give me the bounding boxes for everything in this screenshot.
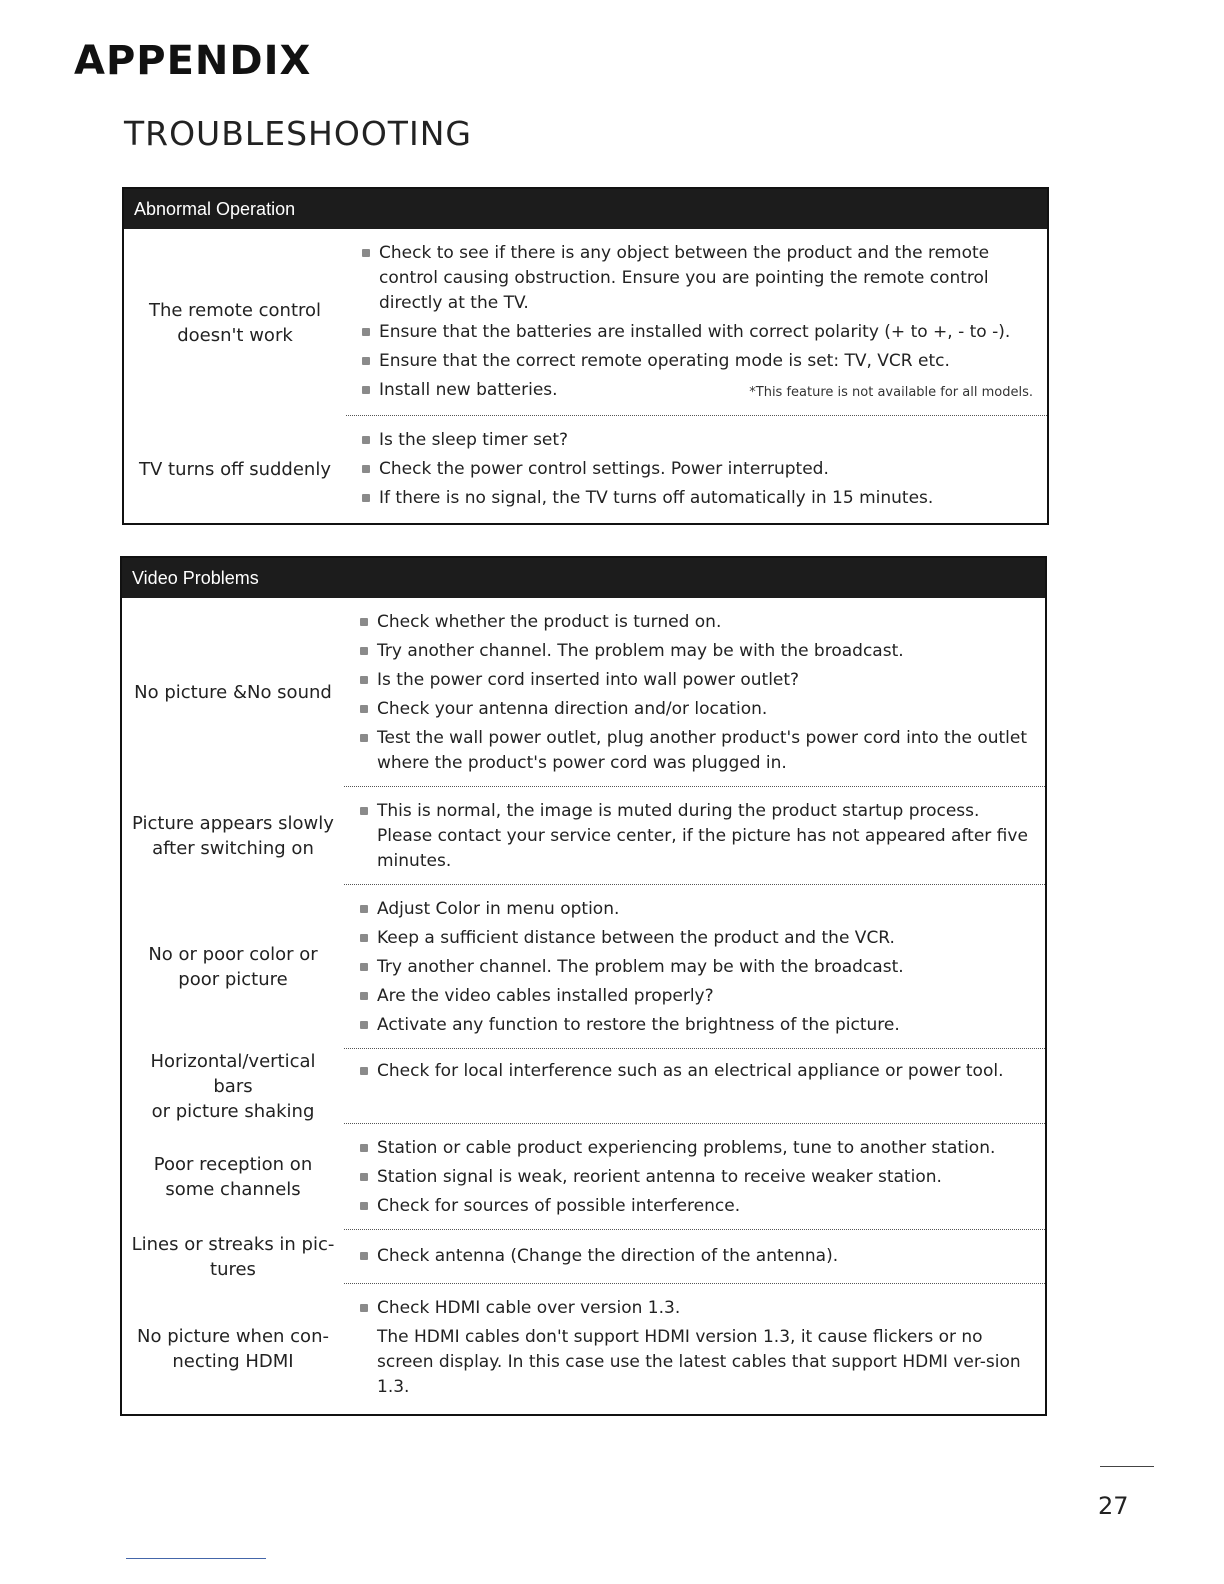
solution-cell (344, 1049, 1045, 1124)
solution-item (360, 668, 1031, 693)
solution-cell (344, 1284, 1045, 1414)
page-header: APPENDIX (74, 38, 312, 84)
solution-item (360, 1194, 1031, 1219)
table-row (122, 787, 1045, 885)
solution-text: Ensure that the batteries are installed with correct polarity (+ to +, - to -). (379, 322, 1011, 342)
bullet-icon (362, 465, 370, 473)
table-row (122, 885, 1045, 1049)
table-row (122, 1049, 1045, 1124)
problem-cell (122, 787, 344, 885)
solution-text: Try another channel. The problem may be with the broadcast. (377, 957, 904, 977)
solution-item (360, 1244, 1031, 1269)
problem-cell (122, 885, 344, 1049)
solution-item (360, 1165, 1031, 1190)
solution-cell (344, 1230, 1045, 1284)
solution-item (360, 984, 1031, 1009)
solution-text: Test the wall power outlet, plug another product's power cord into the outlet where the product's power cord was plugged in. (377, 728, 1028, 773)
bullet-icon (362, 436, 370, 444)
solution-detail: The HDMI cables don't support HDMI version 1.3, it cause flickers or no screen display. In this case use the latest cables that support HDMI ver-sion 1.3. (377, 1327, 1021, 1397)
table-body (122, 598, 1045, 1414)
solution-text: Check your antenna direction and/or location. (377, 699, 768, 719)
problem-cell (122, 1124, 344, 1230)
solution-item (360, 799, 1031, 874)
table-header-abnormal: Abnormal Operation (124, 189, 1047, 229)
bullet-icon (360, 905, 368, 913)
solution-text: Check the power control settings. Power interrupted. (379, 459, 829, 479)
solution-cell (344, 885, 1045, 1049)
problem-label: Poor reception on some channels (153, 1154, 313, 1200)
solution-item (360, 1296, 1031, 1321)
solution-item (360, 610, 1031, 635)
table-body (124, 229, 1047, 523)
solution-text: Check for local interference such as an electrical appliance or power tool. (377, 1061, 1004, 1081)
solution-text: Check for sources of possible interference. (377, 1196, 741, 1216)
solution-item (360, 926, 1031, 951)
solution-cell (344, 787, 1045, 885)
solution-item (360, 697, 1031, 722)
solution-item (362, 378, 1033, 403)
problem-label: No picture &No sound (134, 682, 332, 703)
solution-item (362, 428, 1033, 453)
solution-text: Are the video cables installed properly? (377, 986, 714, 1006)
solution-item (360, 955, 1031, 980)
solution-item (362, 241, 1033, 316)
availability-note: *This feature is not available for all models. (749, 385, 1033, 400)
bullet-icon (360, 934, 368, 942)
solution-text: Station signal is weak, reorient antenna to receive weaker station. (377, 1167, 942, 1187)
table-row (122, 1124, 1045, 1230)
problem-cell (122, 1049, 344, 1124)
bullet-icon (360, 1252, 368, 1260)
bullet-icon (360, 1202, 368, 1210)
problem-cell (124, 229, 346, 416)
table-row (124, 229, 1047, 416)
page-number: 27 (1098, 1492, 1129, 1520)
bullet-icon (362, 357, 370, 365)
bullet-icon (360, 992, 368, 1000)
solution-item (360, 1059, 1031, 1084)
bullet-icon (360, 1067, 368, 1075)
problem-cell (122, 1230, 344, 1284)
solution-text: Try another channel. The problem may be with the broadcast. (377, 641, 904, 661)
bullet-icon (360, 1021, 368, 1029)
solution-item (362, 457, 1033, 482)
problem-cell (122, 1284, 344, 1414)
solution-text: Station or cable product experiencing problems, tune to another station. (377, 1138, 996, 1158)
solution-text: If there is no signal, the TV turns off automatically in 15 minutes. (379, 488, 934, 508)
bullet-icon (360, 963, 368, 971)
bullet-icon (360, 618, 368, 626)
solution-item (362, 486, 1033, 511)
solution-item (360, 897, 1031, 922)
problem-cell (122, 598, 344, 787)
solution-text: This is normal, the image is muted during the product startup process. Please contact your service center, if the picture has not appeared after five minutes. (377, 801, 1028, 871)
video-problems-table (120, 556, 1047, 1416)
solution-item (360, 639, 1031, 664)
table-row (124, 416, 1047, 523)
problem-label: Horizontal/vertical bars or picture shaking (150, 1051, 316, 1122)
footer-rule (126, 1558, 266, 1559)
problem-label: TV turns off suddenly (139, 459, 331, 480)
bullet-icon (360, 1173, 368, 1181)
bullet-icon (360, 807, 368, 815)
problem-label: The remote control doesn't work (148, 299, 322, 346)
abnormal-operation-table (122, 187, 1049, 525)
bullet-icon (362, 494, 370, 502)
bullet-icon (360, 734, 368, 742)
bullet-icon (362, 328, 370, 336)
problem-label: Picture appears slowly after switching on (132, 813, 334, 859)
solution-text: Is the sleep timer set? (379, 430, 569, 450)
table-row (122, 1284, 1045, 1414)
solution-item (360, 1013, 1031, 1038)
solution-item (360, 726, 1031, 776)
solution-item (362, 349, 1033, 374)
problem-label: Lines or streaks in pic- tures (131, 1234, 335, 1280)
solution-item (362, 320, 1033, 345)
problem-label: No or poor color or poor picture (148, 944, 318, 990)
solution-cell (344, 598, 1045, 787)
solution-text: Ensure that the correct remote operating mode is set: TV, VCR etc. (379, 351, 950, 371)
solution-text: Check HDMI cable over version 1.3. (377, 1298, 681, 1318)
solution-cell (346, 229, 1047, 416)
page-number-rule (1100, 1466, 1154, 1467)
solution-text: Check to see if there is any object between the product and the remote control causing obstruction. Ensure you are pointing the remote control directly at the TV. (379, 243, 990, 313)
solution-text: Install new batteries. (379, 380, 558, 400)
bullet-icon (360, 676, 368, 684)
table-row (122, 1230, 1045, 1284)
problem-cell (124, 416, 346, 523)
solution-text: Is the power cord inserted into wall power outlet? (377, 670, 800, 690)
bullet-icon (360, 647, 368, 655)
bullet-icon (360, 1304, 368, 1312)
bullet-icon (360, 1144, 368, 1152)
section-title: TROUBLESHOOTING (124, 114, 472, 153)
bullet-icon (362, 386, 370, 394)
solution-text: Check whether the product is turned on. (377, 612, 722, 632)
table-header-video: Video Problems (122, 558, 1045, 598)
solution-text: Check antenna (Change the direction of the antenna). (377, 1246, 839, 1266)
solution-text: Activate any function to restore the brightness of the picture. (377, 1015, 900, 1035)
bullet-icon (360, 705, 368, 713)
solution-text: Keep a sufficient distance between the product and the VCR. (377, 928, 895, 948)
problem-label: No picture when con- necting HDMI (137, 1326, 329, 1372)
table-row (122, 598, 1045, 787)
solution-item (360, 1136, 1031, 1161)
solution-cell (344, 1124, 1045, 1230)
bullet-icon (362, 249, 370, 257)
solution-cell (346, 416, 1047, 523)
solution-text: Adjust Color in menu option. (377, 899, 620, 919)
